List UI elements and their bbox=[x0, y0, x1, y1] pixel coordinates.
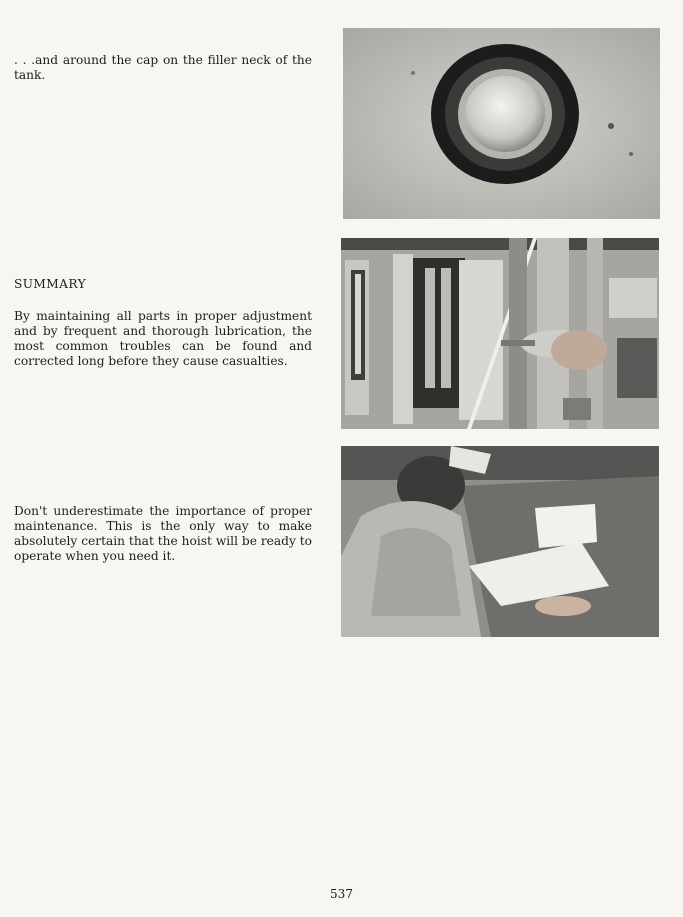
intro-paragraph: . . .and around the cap on the filler neck of the tank. bbox=[14, 53, 312, 82]
filler-cap-photo bbox=[343, 28, 660, 219]
lubrication-mechanism-photo bbox=[341, 238, 659, 429]
closing-paragraph: Don't underestimate the importance of proper maintenance. This is the only way to make absolutely certain that the hoist will be ready to operate when you need it. bbox=[14, 504, 312, 563]
summary-heading: SUMMARY bbox=[14, 277, 87, 291]
sailor-reading-manual-photo bbox=[341, 446, 659, 637]
summary-paragraph: By maintaining all parts in proper adjustment and by frequent and thorough lubrication, the most common troubles can be found and corrected long before they cause casualties. bbox=[14, 309, 312, 368]
page-number: 537 bbox=[330, 887, 353, 901]
